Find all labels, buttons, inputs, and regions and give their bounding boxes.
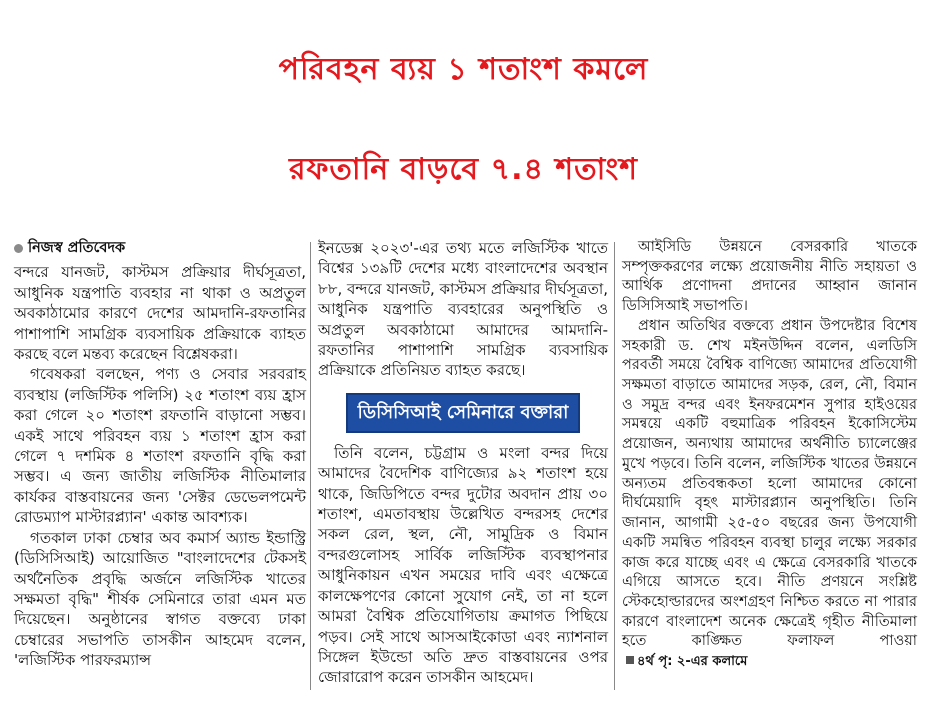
paragraph: গতকাল ঢাকা চেম্বার অব কমার্স অ্যান্ড ইন্ডাস্ট্রি (ডিসিসিআই) আয়োজিত "বাংলাদেশের টেকসই অর্থনৈতিক প্রবৃদ্ধি অর্জনে লজিস্টিক খাতের সক্ষমতা বৃদ্ধি" শীর্ষক সেমিনারে তারা এমন মত দিয়েছেন। অনুষ্ঠানের স্বাগত বক্তব্যে ঢাকা চেম্বারের সভাপতি তাসকীন আহমেদ বলেন, 'লজিস্টিক পারফরম্যান্স: [14, 528, 306, 670]
paragraph: আইসিডি উন্নয়নে বেসরকারি খাতকে সম্পৃক্তকরণের লক্ষ্যে প্রয়োজনীয় নীতি সহায়তা ও আর্থিক প্রণোদনা প্রদানের আহ্বান জানান ডিসিসিআই সভাপতি।: [622, 239, 917, 315]
paragraph: বন্দরে যানজট, কাস্টমস প্রক্রিয়ার দীর্ঘসূত্রতা, আধুনিক যন্ত্রপাতি ব্যবহার না থাকা ও অপ্রতুল অবকাঠামোর কারণে দেশের আমদানি-রফতানির পাশাপাশি সামগ্রিক ব্যবসায়িক প্রক্রিয়াকে ব্যাহত করছে বলে মন্তব্য করেছেন বিশ্লেষকরা।: [14, 263, 306, 364]
column-divider: [310, 242, 311, 690]
continuation-text: ৪র্থ পৃ: ২-এর কলামে: [637, 654, 748, 670]
paragraph: [622, 317, 917, 672]
article-column-3: [622, 238, 917, 672]
bullet-icon: [14, 244, 23, 253]
headline-line-1: পরিবহন ব্যয় ১ শতাংশ কমলে: [278, 52, 649, 87]
paragraph: ইনডেক্স ২০২৩'-এর তথ্য মতে লজিস্টিক খাতে বিশ্বের ১৩৯টি দেশের মধ্যে বাংলাদেশের অবস্থান ৮৮, বন্দরে যানজট, কাস্টমস প্রক্রিয়ার দীর্ঘসূত্রতা, আধুনিক যন্ত্রপাতি ব্যবহারের অনুপস্থিতি ও অপ্রতুল অবকাঠামো আমাদের আমদানি-রফতানির পাশাপাশি সামগ্রিক ব্যবসায়িক প্রক্রিয়াকে প্রতিনিয়ত ব্যাহত করছে।: [318, 239, 608, 380]
byline: [14, 238, 306, 258]
paragraph-text: প্রধান অতিথির বক্তব্যে প্রধান উপদেষ্টার বিশেষ সহকারী ড. শেখ মইনউদ্দিন বলেন, এলডিসি পরবর্তী সময়ে বৈশ্বিক বাণিজ্যে আমাদের প্রতিযোগী সক্ষমতা বাড়াতে আমাদের সড়ক, রেল, নৌ, বিমান ও সমুদ্র বন্দর এবং ইনফরমেশন সুপার হাইওয়ের সমন্বয়ে একটি বহুমাত্রিক পরিবহন ইকোসিস্টেম প্রয়োজন, অন্যথায় আমাদের অর্থনীতি চ্যালেঞ্জের মুখে পড়বে। তিনি বলেন, লজিস্টিক খাতের উন্নয়নে অন্যতম প্রতিবন্ধকতা হলো আমাদের কোনো দীর্ঘমেয়াদি বৃহৎ মাস্টারপ্ল্যান অনুপস্থিতি। তিনি জানান, আগামী ২৫-৫০ বছরের জন্য উপযোগী একটি সমন্বিত পরিবহন ব্যবস্থা চালুর লক্ষ্যে সরকার কাজ করে যাচ্ছে এবং এ ক্ষেত্রে বেসরকারি খাতকে এগিয়ে আসতে হবে। নীতি প্রণয়নে সংশ্লিষ্ট স্টেকহোল্ডারদের অংশগ্রহণ নিশ্চিত করতে না পারার কারণে বাংলাদেশ অনেক ক্ষেত্রেই গৃহীত নীতিমালা হতে কাঙ্ক্ষিত ফলাফল পাওয়া: [622, 317, 917, 650]
article-column-1: [14, 238, 306, 671]
headline: [0, 20, 927, 220]
column-divider: [614, 242, 615, 690]
paragraph: তিনি বলেন, চট্টগ্রাম ও মংলা বন্দর দিয়ে আমাদের বৈদেশিক বাণিজ্যের ৯২ শতাংশ হয়ে থাকে, জিডিপিতে বন্দর দুটোর অবদান প্রায় ৩০ শতাংশ, এমতাবস্থায় উল্লেখিত বন্দরসহ দেশের সকল রেল, স্থল, নৌ, সামুদ্রিক ও বিমান বন্দরগুলোসহ সার্বিক লজিস্টিক ব্যবস্থাপনার আধুনিকায়ন এখন সময়ের দাবি এবং এক্ষেত্রে কালক্ষেপণের কোনো সুযোগ নেই, তা না হলে আমরা বৈশ্বিক প্রতিযোগিতায় ক্রমাগত পিছিয়ে পড়ব। সেই সাথে আসআইকোডা এবং ন্যাশনাল সিঙ্গেল ইউন্ডো অতি দ্রুত বাস্তবায়নের ওপর জোরারোপ করেন তাসকীন আহমেদ।: [318, 443, 608, 687]
square-bullet-icon: [626, 656, 634, 664]
headline-line-2: রফতানি বাড়বে ৭.৪ শতাংশ: [288, 152, 639, 187]
continuation-note: [622, 654, 747, 669]
subheading-box: [318, 393, 608, 433]
byline-text: নিজস্ব প্রতিবেদক: [28, 240, 126, 256]
subheading: ডিসিসিআই সেমিনারে বক্তারা: [346, 393, 581, 433]
paragraph: গবেষকরা বলছেন, পণ্য ও সেবার সরবরাহ ব্যবস্থায় (লজিস্টিক পলিসি) ২৫ শতাংশ ব্যয় হ্রাস করা গেলে ২০ শতাংশ রফতানি বাড়ানো সম্ভব। একই সাথে পরিবহন ব্যয় ১ শতাংশ হ্রাস করা গেলে ৭ দশমিক ৪ শতাংশ রফতানি বৃদ্ধি করা সম্ভব। এ জন্য জাতীয় লজিস্টিক নীতিমালার কার্যকর বাস্তবায়নের জন্য 'সেক্টর ডেভেলপমেন্ট রোডম্যাপ মাস্টারপ্ল্যান' একান্ত আবশ্যক।: [14, 365, 306, 527]
article-column-2: [318, 238, 608, 688]
